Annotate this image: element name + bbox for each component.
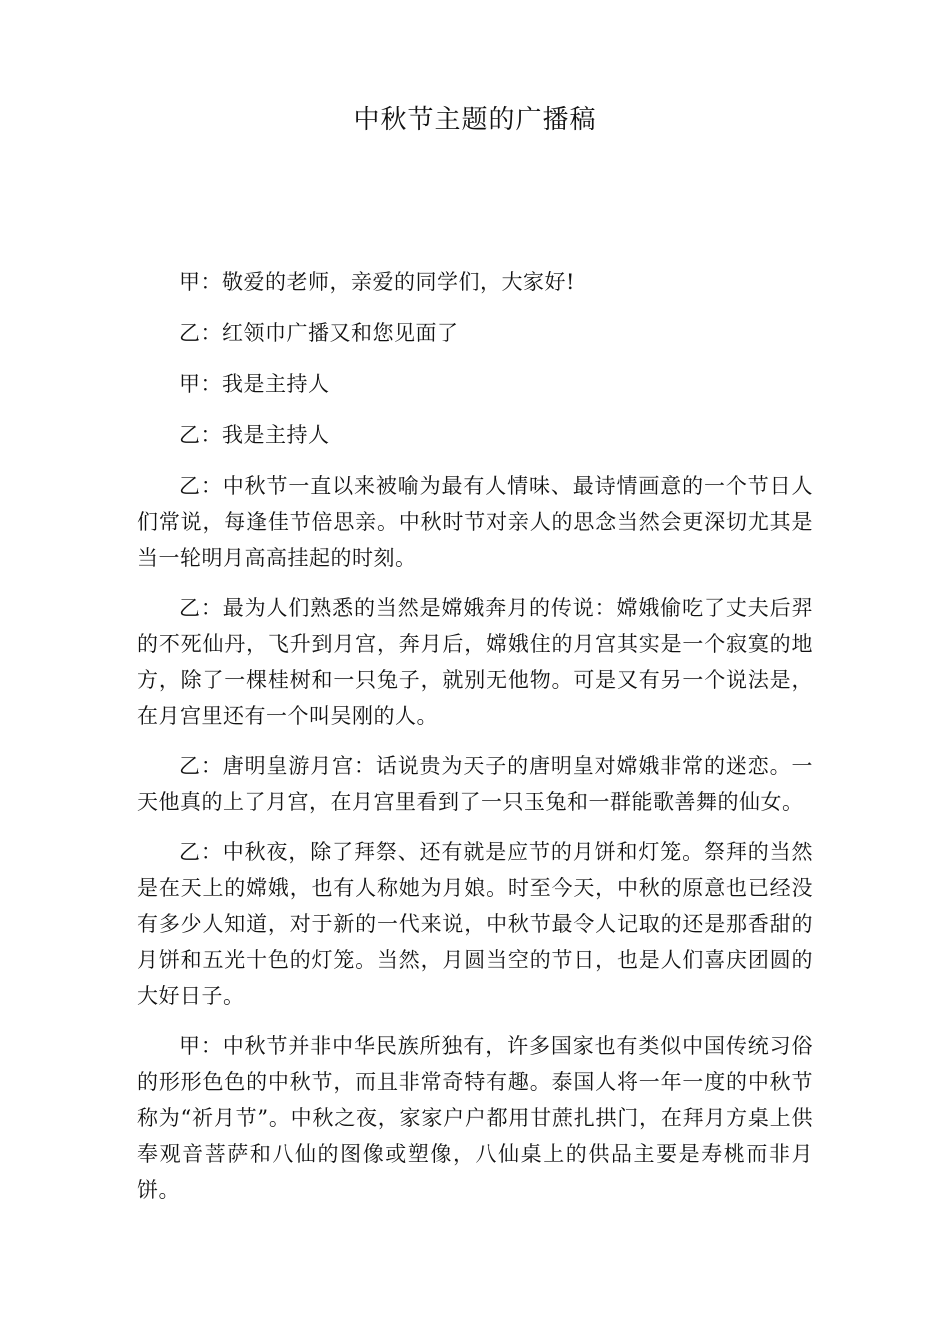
paragraph: 甲：我是主持人 <box>179 372 330 396</box>
paragraph: 甲：敬爱的老师，亲爱的同学们，大家好! <box>179 270 575 294</box>
paragraph: 乙：唐明皇游月宫：话说贵为天子的唐明皇对嫦娥非常的迷恋。一天他真的上了月宫，在月宫里看到了一只玉兔和一群能歌善舞的仙女。 <box>137 754 813 814</box>
paragraph: 乙：最为人们熟悉的当然是嫦娥奔月的传说：嫦娥偷吃了丈夫后羿的不死仙丹，飞升到月宫，奔月后，嫦娥住的月宫其实是一个寂寞的地方，除了一棵桂树和一只兔子，就别无他物。可是又有另一个说法是，在月宫里还有一个叫吴刚的人。 <box>137 596 813 728</box>
paragraph: 乙：红领巾广播又和您见面了 <box>179 321 459 345</box>
document-body <box>137 264 813 1222</box>
document-title: 中秋节主题的广播稿 <box>353 105 597 135</box>
paragraph: 乙：中秋节一直以来被喻为最有人情味、最诗情画意的一个节日人们常说，每逢佳节倍思亲。中秋时节对亲人的思念当然会更深切尤其是当一轮明月高高挂起的时刻。 <box>137 474 813 570</box>
paragraph: 乙：我是主持人 <box>179 423 330 447</box>
paragraph: 甲：中秋节并非中华民族所独有，许多国家也有类似中国传统习俗的形形色色的中秋节，而且非常奇特有趣。泰国人将一年一度的中秋节称为“祈月节”。中秋之夜，家家户户都用甘蔗扎拱门，在拜月方桌上供奉观音菩萨和八仙的图像或塑像，八仙桌上的供品主要是寿桃而非月饼。 <box>137 1034 813 1202</box>
paragraph: 乙：中秋夜，除了拜祭、还有就是应节的月饼和灯笼。祭拜的当然是在天上的嫦娥，也有人称她为月娘。时至今天，中秋的原意也已经没有多少人知道，对于新的一代来说，中秋节最令人记取的还是那香甜的月饼和五光十色的灯笼。当然，月圆当空的节日，也是人们喜庆团圆的大好日子。 <box>137 840 813 1008</box>
